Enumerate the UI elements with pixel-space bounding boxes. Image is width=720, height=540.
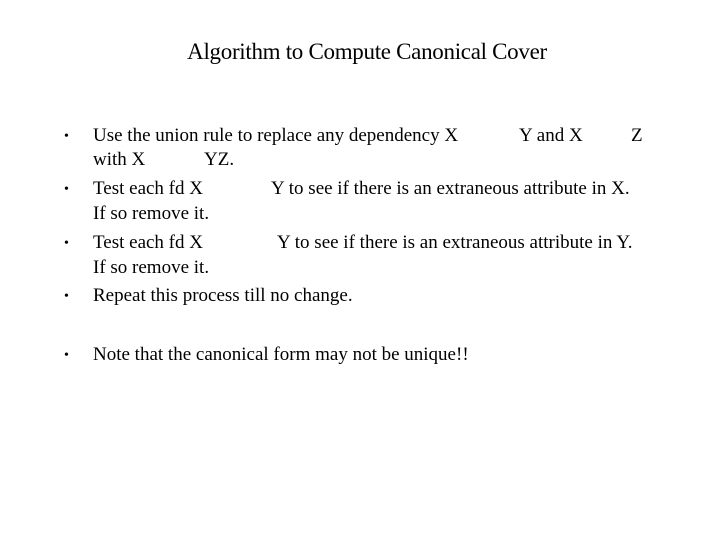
bullet-2-text-a: Test each fd X (93, 178, 203, 199)
bullet-2-text-b: Y to see if there is an extraneous attribute in X. (271, 178, 630, 199)
bullet-3-text-a: Test each fd X (93, 232, 203, 253)
bullet-1-text-d: with X (93, 149, 146, 170)
slide-title: Algorithm to Compute Canonical Cover (187, 39, 547, 64)
bullet-2-text-c: If so remove it. (93, 203, 210, 224)
bullet-3-text-b: Y to see if there is an extraneous attribute in Y. (277, 232, 633, 253)
bullet-4-text-a: Repeat this process till no change. (93, 285, 353, 306)
bullet-5-text-a: Note that the canonical form may not be unique!! (93, 344, 469, 365)
bullet-3-text-c: If so remove it. (93, 257, 210, 278)
bullet-marker: • (64, 129, 69, 144)
bullet-marker: • (64, 182, 69, 197)
bullet-1-text-c: Z (631, 125, 643, 146)
bullet-marker: • (64, 236, 69, 251)
bullet-marker: • (64, 289, 69, 304)
bullet-marker: • (64, 348, 69, 363)
bullet-1-text-e: YZ. (204, 149, 235, 170)
bullet-1-text-a: Use the union rule to replace any dependency X (93, 125, 459, 146)
bullet-1-text-b: Y and X (519, 125, 583, 146)
